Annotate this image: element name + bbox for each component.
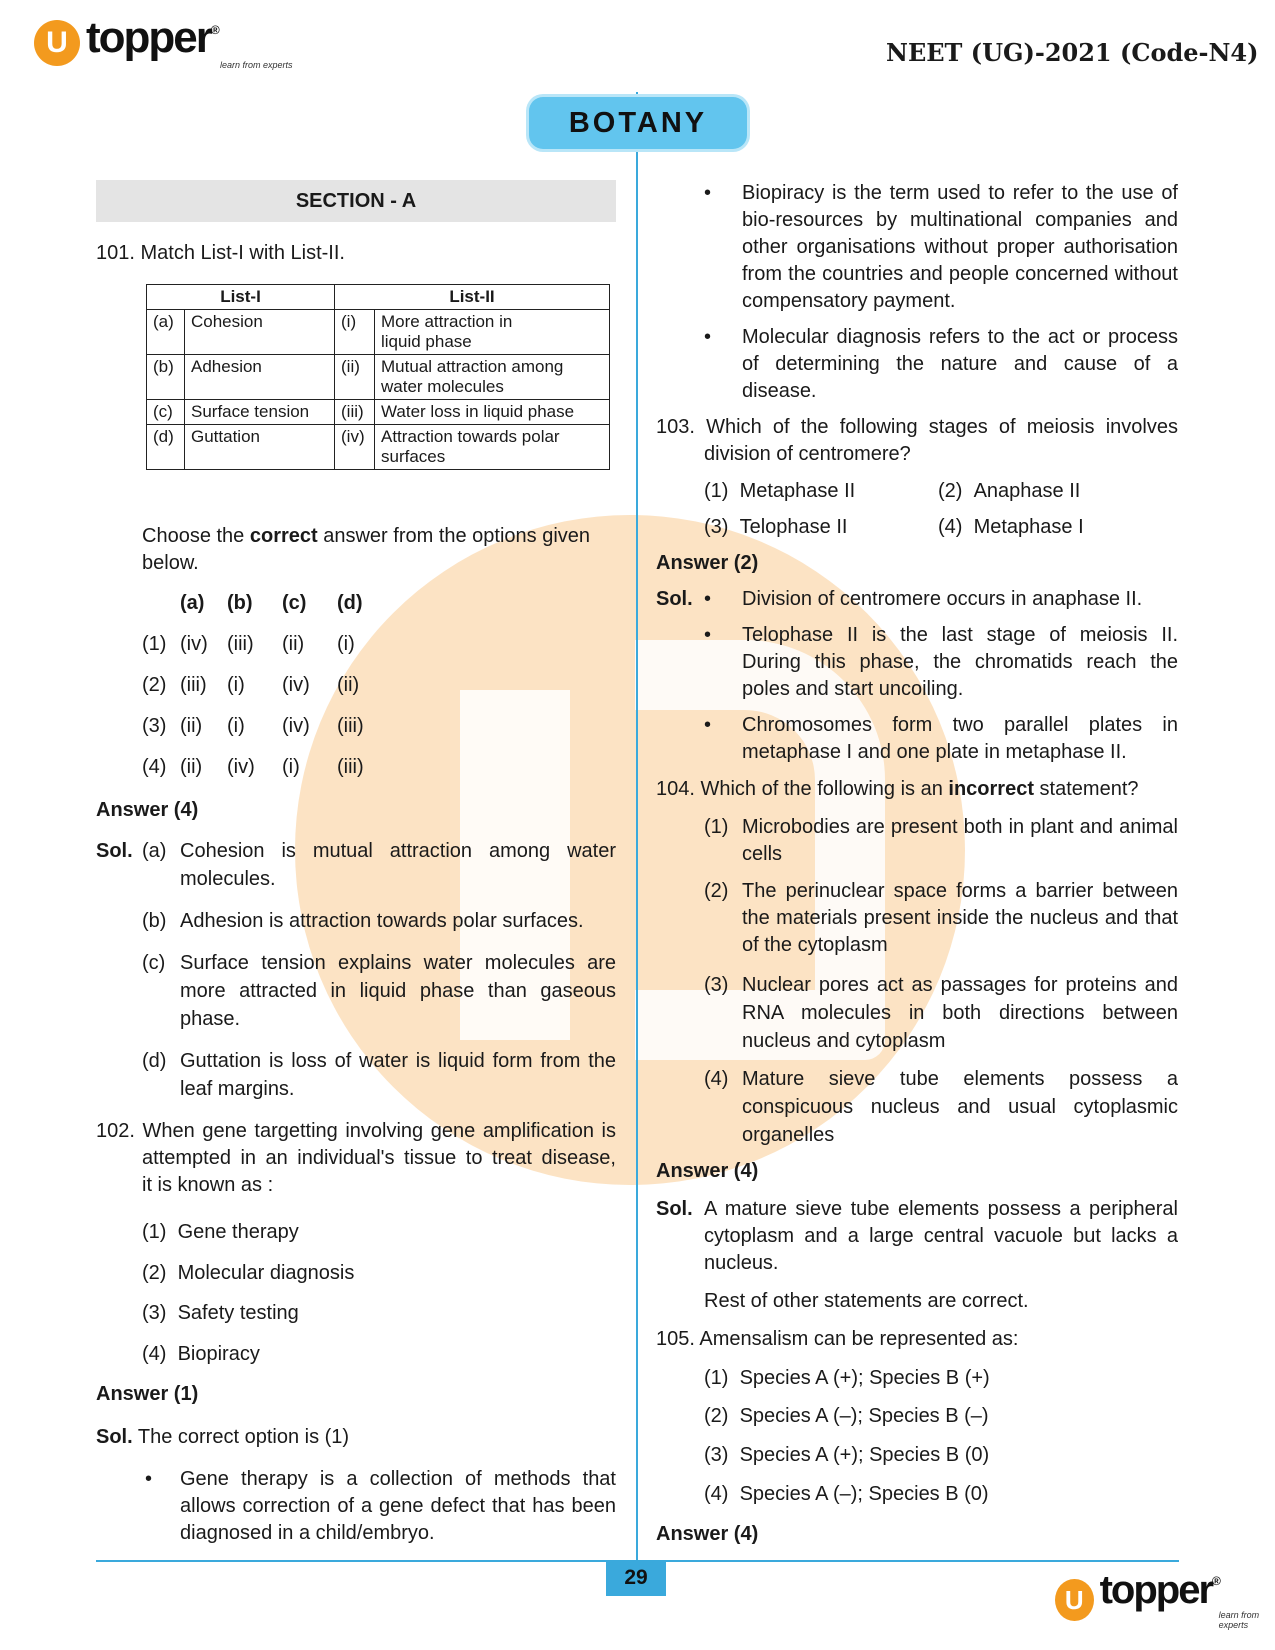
sol-text: Guttation is loss of water is liquid form from the xyxy=(180,1050,616,1072)
column-divider xyxy=(636,92,638,1567)
option-marker: (1) xyxy=(704,816,729,838)
q101-sol-label: Sol. xyxy=(96,840,133,862)
footer-logo: U topper® learn from experts xyxy=(1055,1570,1275,1630)
sol-text: Telophase II is the last stage of meiosis II. xyxy=(742,624,1178,646)
table-cell: More attraction in liquid phase xyxy=(375,310,610,355)
option-row: (4) Species A (–); Species B (0) xyxy=(704,1483,989,1505)
brand-tagline: learn from experts xyxy=(220,60,293,70)
q102-sol: Sol. The correct option is (1) xyxy=(96,1426,350,1448)
option-row: (1) Gene therapy xyxy=(142,1221,299,1243)
sol-text: poles and start uncoiling. xyxy=(742,678,964,700)
sol-text: Rest of other statements are correct. xyxy=(704,1290,1029,1312)
sol-text: of determining the nature and cause of a xyxy=(742,353,1178,375)
table-cell: (d) xyxy=(147,425,185,470)
sol-text: more attracted in liquid phase than gaseous xyxy=(180,980,616,1002)
brand-name: topper xyxy=(86,13,211,62)
sol-text: Biopiracy is the term used to refer to the use of xyxy=(742,182,1178,204)
q103-stem: division of centromere? xyxy=(704,443,911,465)
q105-stem: 105. Amensalism can be represented as: xyxy=(656,1328,1019,1350)
table-cell: (iv) xyxy=(335,425,375,470)
sol-text: diagnosed in a child/embryo. xyxy=(180,1522,435,1544)
sol-text: During this phase, the chromatids reach the xyxy=(742,651,1178,673)
q102-answer: Answer (1) xyxy=(96,1383,199,1405)
q102-stem: attempted in an individual's tissue to treat disease, xyxy=(142,1147,616,1169)
q103-stem: 103. Which of the following stages of meiosis involves xyxy=(656,416,1178,438)
sol-text: bio-resources by multinational companies and xyxy=(742,209,1178,231)
table-cell: Surface tension xyxy=(185,400,335,425)
bullet-icon: • xyxy=(704,714,712,736)
sol-text: disease. xyxy=(742,380,817,402)
sol-text: cytoplasm and a large central vacuole but lacks a xyxy=(704,1225,1178,1247)
sol-text: other organisations without proper authorisation xyxy=(742,236,1178,258)
table-cell: (iii) xyxy=(335,400,375,425)
q101-instruction-cont: below. xyxy=(142,552,199,574)
option-text: organelles xyxy=(742,1124,835,1146)
sol-text: Cohesion is mutual attraction among water xyxy=(180,840,616,862)
option-text: The perinuclear space forms a barrier between xyxy=(742,880,1178,902)
option-row: (4) (ii) (iv) (i) (iii) xyxy=(142,756,364,778)
sol-text: metaphase I and one plate in metaphase II. xyxy=(742,741,1127,763)
sol-text: leaf margins. xyxy=(180,1078,295,1100)
table-cell: Attraction towards polar surfaces xyxy=(375,425,610,470)
section-heading: SECTION - A xyxy=(96,180,616,222)
q101-instruction: Choose the correct answer from the options given xyxy=(142,525,591,547)
sol-text: Adhesion is attraction towards polar surfaces. xyxy=(180,910,584,932)
table-header: List-II xyxy=(335,285,610,310)
subject-title: BOTANY xyxy=(529,97,747,149)
table-cell: Mutual attraction among water molecules xyxy=(375,355,610,400)
q104-answer: Answer (4) xyxy=(656,1160,759,1182)
sol-text: allows correction of a gene defect that has been xyxy=(180,1495,616,1517)
sol-text: Molecular diagnosis refers to the act or process xyxy=(742,326,1178,348)
q103-sol-label: Sol. xyxy=(656,588,693,610)
q105-answer: Answer (4) xyxy=(656,1523,759,1545)
option-text: cells xyxy=(742,843,783,865)
sol-text: compensatory payment. xyxy=(742,290,956,312)
topper-logo-icon: U xyxy=(34,20,80,66)
option-marker: (2) xyxy=(704,880,729,902)
sol-text: Surface tension explains water molecules are xyxy=(180,952,616,974)
sol-text: A mature sieve tube elements possess a peripheral xyxy=(704,1198,1178,1220)
option-text: Microbodies are present both in plant and animal xyxy=(742,816,1178,838)
page-number: 29 xyxy=(606,1560,666,1596)
option-text: Nuclear pores act as passages for proteins and xyxy=(742,974,1178,996)
table-cell: (a) xyxy=(147,310,185,355)
table-cell: Adhesion xyxy=(185,355,335,400)
option-row: (3) (ii) (i) (iv) (iii) xyxy=(142,715,364,737)
sol-text: Chromosomes form two parallel plates in xyxy=(742,714,1178,736)
sol-text: molecules. xyxy=(180,868,276,890)
q104-sol-label: Sol. xyxy=(656,1198,693,1220)
table-cell: (i) xyxy=(335,310,375,355)
option-marker: (3) xyxy=(704,974,729,996)
table-cell: Guttation xyxy=(185,425,335,470)
option-item: (3) Telophase II xyxy=(704,516,848,538)
sol-item-marker: (d) xyxy=(142,1050,167,1072)
option-header: (a) (b) (c) (d) xyxy=(180,592,363,614)
topper-logo-icon: U xyxy=(1055,1579,1094,1621)
bullet-icon: • xyxy=(704,624,712,646)
table-cell: (c) xyxy=(147,400,185,425)
option-item: (1) Metaphase II xyxy=(704,480,856,502)
option-row: (2) Species A (–); Species B (–) xyxy=(704,1405,989,1427)
option-item: (2) Anaphase II xyxy=(938,480,1081,502)
q101-answer: Answer (4) xyxy=(96,799,199,821)
option-row: (2) Molecular diagnosis xyxy=(142,1262,355,1284)
option-row: (1) (iv) (iii) (ii) (i) xyxy=(142,633,355,655)
option-item: (4) Metaphase I xyxy=(938,516,1084,538)
sol-item-marker: (c) xyxy=(142,952,166,974)
sol-text: phase. xyxy=(180,1008,241,1030)
option-text: nucleus and cytoplasm xyxy=(742,1030,946,1052)
option-text: conspicuous nucleus and usual cytoplasmic xyxy=(742,1096,1178,1118)
table-header: List-I xyxy=(147,285,335,310)
option-row: (3) Safety testing xyxy=(142,1302,299,1324)
table-cell: (b) xyxy=(147,355,185,400)
sol-item-marker: (a) xyxy=(142,840,167,862)
exam-title: NEET (UG)-2021 (Code-N4) xyxy=(886,38,1259,67)
table-cell: Water loss in liquid phase xyxy=(375,400,610,425)
table-cell: (ii) xyxy=(335,355,375,400)
q103-answer: Answer (2) xyxy=(656,552,759,574)
table-row xyxy=(147,310,610,355)
option-row: (3) Species A (+); Species B (0) xyxy=(704,1444,990,1466)
topper-logo: U topper® learn from experts xyxy=(34,16,293,70)
table-row xyxy=(147,400,610,425)
bullet-icon: • xyxy=(704,588,712,610)
option-text: of the cytoplasm xyxy=(742,934,888,956)
option-row: (4) Biopiracy xyxy=(142,1343,260,1365)
sol-item-marker: (b) xyxy=(142,910,167,932)
table-row xyxy=(147,425,610,470)
option-row: (1) Species A (+); Species B (+) xyxy=(704,1367,990,1389)
sol-text: nucleus. xyxy=(704,1252,779,1274)
bullet-icon: • xyxy=(704,182,712,204)
option-text: RNA molecules in both directions between xyxy=(742,1002,1178,1024)
q102-stem: it is known as : xyxy=(142,1174,274,1196)
option-text: the materials present inside the nucleus and that xyxy=(742,907,1178,929)
table-cell: Cohesion xyxy=(185,310,335,355)
q101-stem: 101. Match List-I with List-II. xyxy=(96,242,345,264)
option-row: (2) (iii) (i) (iv) (ii) xyxy=(142,674,360,696)
q102-stem: 102. When gene targetting involving gene amplification is xyxy=(96,1120,616,1142)
sol-text: Division of centromere occurs in anaphase II. xyxy=(742,588,1143,610)
q104-stem: 104. Which of the following is an incorrect statement? xyxy=(656,778,1139,800)
sol-text: from the countries and people concerned without xyxy=(742,263,1178,285)
bullet-icon: • xyxy=(145,1468,153,1490)
option-text: Mature sieve tube elements possess a xyxy=(742,1068,1178,1090)
option-marker: (4) xyxy=(704,1068,729,1090)
match-table xyxy=(146,284,610,470)
sol-text: Gene therapy is a collection of methods that xyxy=(180,1468,616,1490)
bullet-icon: • xyxy=(704,326,712,348)
table-row xyxy=(147,355,610,400)
